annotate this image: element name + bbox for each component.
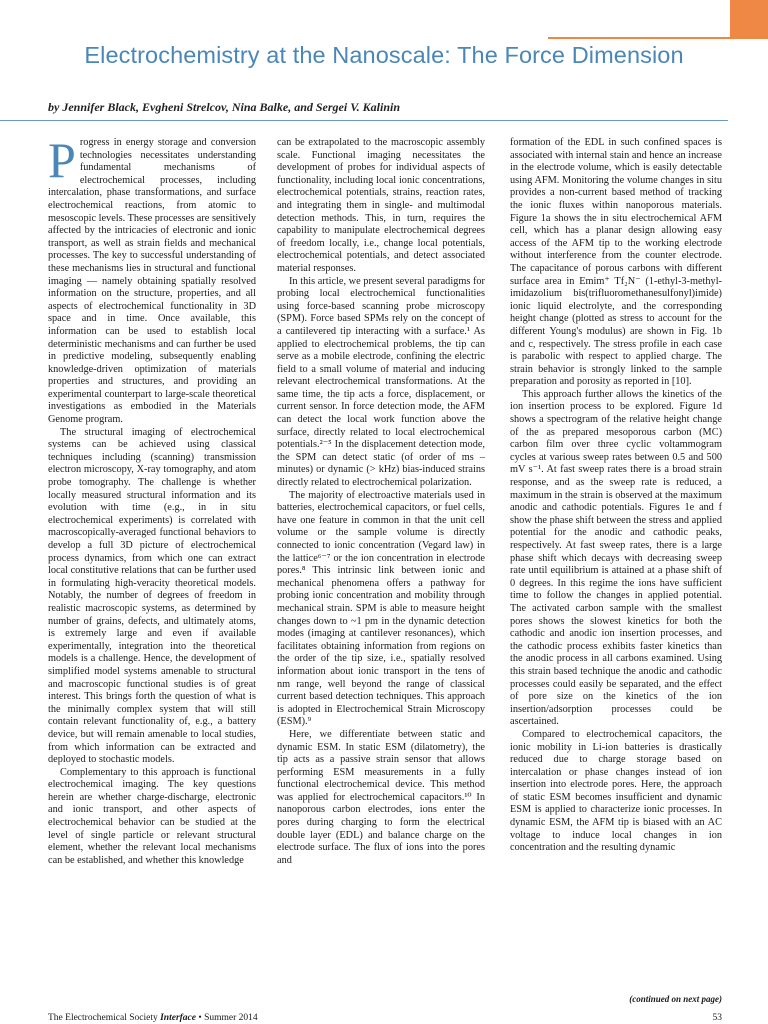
footer-journal-prefix: The Electrochemical Society xyxy=(48,1013,161,1023)
paragraph: In this article, we present several paradigms for probing local electrochemical functionalities using force-based scanning probe microscopy (SPM). Force based SPMs rely on the concept of a cantilevered tip interacting with a surface.¹ As applied to electrochemical problems, the tip can serve as a mobile electrode, confining the electric field to a small volume of material and inducing relevant electrochemical transformations. At the same time, the tip acts a force, displacement, or current sensor. In force detection mode, the AFM can detect the local work function above the surface, directly related to local electrochemical potentials.²⁻⁵ In the displacement detection mode, the SPM can detect static (of order of ms – minutes) or dynamic (> kHz) bias-induced strains directly related to electrochemical polarization. xyxy=(277,275,485,489)
paragraph xyxy=(48,137,256,427)
drop-cap: P xyxy=(48,137,76,188)
corner-accent-tab xyxy=(730,0,768,37)
column-1 xyxy=(48,137,256,985)
paragraph: The majority of electroactive materials used in batteries, electrochemical capacitors, or fuel cells, have one feature in common in that the unit cell volume or the sample volume is directly connected to ionic concentration (Vegard law) in the lattice⁶⁻⁷ or the ion concentration in electrode pores.⁸ This intrinsic link between ionic and mechanical phenomena offers a pathway for probing ionic concentration and mobility through mechanical strain. SPM is able to measure height changes down to ~1 pm in the dynamic detection modes (imaging at cantilever resonances), which facilitates obtaining information from regions on the order of the tip size, i.e., spatially resolved information about ionic transport in the tens of nm range, well beyond the range of classical current based detection techniques. This approach is adopted in Electrochemical Strain Microscopy (ESM).⁹ xyxy=(277,489,485,728)
column-3 xyxy=(510,137,722,985)
paragraph-text: rogress in energy storage and conversion technologies necessitates understanding fundamental mechanisms of electrochemical processes, including intercalation, phase transformations, and surface electrochemical reactions, from atomic to mesoscopic levels. These processes are sensitively affected by the intricacies of electronic and ionic transport, as well as strain fields and mechanical processes. The key to successful understanding of these mechanisms lies in structural and functional imaging — namely obtaining spatially resolved information on the structure, properties, and all aspects of electrochemical functionality in 3D space and in time. Once available, this information can be used to establish local deterministic mechanisms and can further be used in predictive modeling, subsequently enabling knowledge-driven optimization of materials properties and structures, and providing an experimental counterpart to large-scale theoretical investigations as embodied in the Materials Genome program. xyxy=(48,137,256,426)
paragraph: This approach further allows the kinetics of the ion insertion process to be explored. Figure 1d shows a spectrogram of the relative height change of the as prepared mesoporous carbon (MC) carbon film over three cyclic voltammogram cycles at various sweep rates between 0.5 and 500 mV s⁻¹. At fast sweep rates there is a broad strain response, and as the sweep rate is reduced, a maximum in the strain is observed at the maximum anodic and cathodic potentials. Figures 1e and f show the phase shift between the stress and applied potential for the anodic and cathodic peaks, respectively. At fast sweep rates, there is a large phase shift which decays with decreasing sweep rate until equilibrium is attained at a phase shift of 0 degrees. In this regime the ions have sufficient time to follow the changes in applied potential. The activated carbon sample with the smallest pores shows the slowest kinetics for both the cathodic and anodic ion insertion processes, and the cathodic process exhibits faster kinetics than the anodic process in all carbons examined. Using this strain based technique the anodic and cathodic processes could easily be separated, and the effect of pore size on the kinetics of the ion insertion/adsorption processes could be ascertained. xyxy=(510,388,722,728)
corner-accent-line xyxy=(548,37,768,39)
author-byline: by Jennifer Black, Evgheni Strelcov, Nina Balke, and Sergei V. Kalinin xyxy=(48,100,401,114)
page-number: 53 xyxy=(712,1013,722,1023)
article-title: Electrochemistry at the Nanoscale: The Force Dimension xyxy=(84,42,684,68)
paragraph: can be extrapolated to the macroscopic assembly scale. Functional imaging necessitates the development of probes for individual aspects of functionality, including local ionic concentrations, electrochemical potentials, strains, reaction rates, and integrating them in single- and multimodal detection methods. This, in turn, requires the capability to manipulate electrochemical degrees of freedom locally, i.e., change local potentials, electrochemical potentials, and detect associated material responses. xyxy=(277,137,485,274)
continued-note: (continued on next page) xyxy=(629,994,722,1004)
header-rule xyxy=(0,120,728,121)
paragraph: The structural imaging of electrochemical systems can be achieved using classical techniques including (scanning) transmission electron microscopy, X-ray tomography, and atom probe tomography. The challenge is whether locally measured structural information and its evolution with time (e.g., in in situ electrochemical experiments) is correlated with macroscopically-averaged functional behaviors to develop a full 3D picture of electrochemical process dynamics, from which one can extract local constitutive relations that can be further used in formulating high-veracity theoretical models. Notably, the number of degrees of freedom in realistic macroscopic systems, as determined by number of grains, defects, and ultimately atoms, is extremely large and even if available experimentally, integration into the theoretical models is a challenge. Hence, the development of simplified model systems amenable to structural and macroscopic functional studies is of great interest. This brings forth the question of what is the minimally complex system that will still contain relevant functionality of, e.g., a battery device, but will remain amenable to local studies, from which information can be extracted and deployed to stochastic models. xyxy=(48,426,256,766)
paragraph: formation of the EDL in such confined spaces is associated with internal stain and hence an increase in the electrode volume, which is easily detectable using AFM. Monitoring the volume changes in situ provides a non-current based method of tracking the ionic fluxes within nanoporous materials. Figure 1a shows the in situ electrochemical AFM cell, which has a planar design allowing easy access of the AFM tip to the working electrode without interference from the counter electrode. The capacitance of porous carbons with different surface area in Emim⁺ Tf₂N⁻ (1-ethyl-3-methyl-imidazolium bis(trifluoromethanesulfonyl)imide) ionic liquid electrolyte, and the corresponding height change (plotted as stress to account for the different Young's modulus) are shown in Fig. 1b and c, respectively. The stress profile in each case is parabolic with respect to applied charge. The strain behavior is strongly linked to the sample preparation and porosity as reported in [10]. xyxy=(510,137,722,388)
paragraph: Complementary to this approach is functional electrochemical imaging. The key questions herein are whether charge-discharge, electronic and ionic transport, and other aspects of electrochemical behavior can be studied at the level of single particle or relevant structural element, whether the relevant local mechanisms can be established, and whether this knowledge xyxy=(48,766,256,866)
footer-journal-suffix: • Summer 2014 xyxy=(196,1013,258,1023)
paragraph: Compared to electrochemical capacitors, the ionic mobility in Li-ion batteries is drastically reduced due to charge storage based on intercalation or phase changes instead of ion insertion into electrode pores. Here, the approach of static ESM becomes insufficient and dynamic ESM is applied to characterize ionic processes. In dynamic ESM, the AFM tip is biased with an AC voltage to induce local changes in ion concentration and the resulting dynamic xyxy=(510,728,722,854)
footer-journal xyxy=(48,1013,258,1023)
column-2 xyxy=(277,137,485,985)
paragraph: Here, we differentiate between static and dynamic ESM. In static ESM (dilatometry), the tip acts as a passive strain sensor that allows performing ESM measurements in a fully functional electrochemical device. This method was applied for electrochemical capacitors.¹⁰ In nanoporous carbon electrodes, ions enter the pores during charging to form the electrical double layer (EDL) and balance charge on the electrode surface. The flux of ions into the pores and xyxy=(277,728,485,866)
footer-journal-name: Interface xyxy=(160,1013,196,1023)
